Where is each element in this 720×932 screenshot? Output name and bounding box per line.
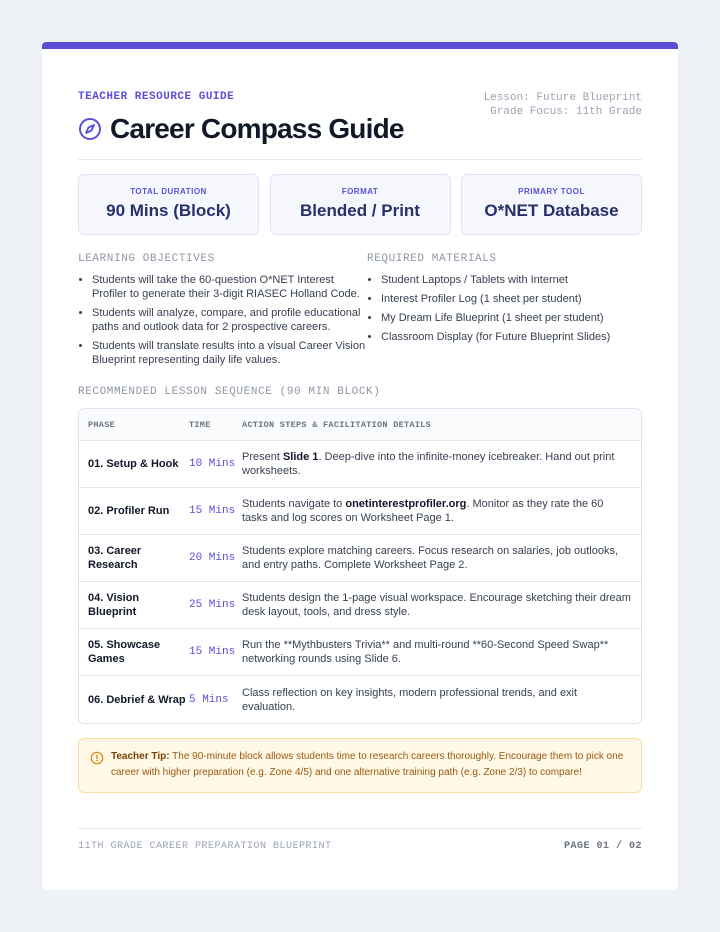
card-value: Blended / Print bbox=[300, 201, 420, 220]
compass-icon bbox=[78, 117, 102, 141]
action-bold: onetinterestprofiler.org bbox=[345, 498, 467, 510]
list-item: • Interest Profiler Log (1 sheet per student) bbox=[381, 292, 642, 306]
page-title: Career Compass Guide bbox=[110, 113, 404, 144]
required-materials bbox=[367, 253, 642, 372]
tip-body: The 90-minute block allows students time to research careers thoroughly. Encourage them to pick one career with higher preparation (e.g. Zone 4/5) and one alternative training path (e.g. Zone 2/3) to compare! bbox=[111, 751, 624, 778]
action-text-end: . Monitor as they rate the 60 tasks and log scores on Worksheet Page 1. bbox=[242, 498, 604, 524]
eyebrow-label: TEACHER RESOURCE GUIDE bbox=[78, 91, 235, 103]
action-cell bbox=[242, 544, 641, 572]
action-text: Class reflection on key insights, modern professional trends, and exit evaluation. bbox=[242, 686, 578, 713]
lesson-sequence-table bbox=[78, 408, 642, 724]
page-footer bbox=[78, 828, 642, 852]
action-text: Students navigate to bbox=[242, 498, 346, 510]
section-title: LEARNING OBJECTIVES bbox=[78, 253, 215, 265]
alert-circle-icon bbox=[90, 751, 104, 765]
card-primary-tool bbox=[461, 174, 642, 235]
list-item: • Classroom Display (for Future Blueprint Slides) bbox=[381, 330, 642, 344]
action-text: Present bbox=[242, 451, 283, 463]
action-cell bbox=[242, 497, 641, 525]
table-row bbox=[79, 582, 641, 629]
meta-lesson: Lesson: Future Blueprint bbox=[483, 92, 642, 104]
card-label: PRIMARY TOOL bbox=[518, 187, 585, 196]
header-time: TIME bbox=[189, 419, 211, 430]
card-format bbox=[270, 174, 451, 235]
action-text: Run the **Mythbusters Trivia** and multi-round **60-Second Speed Swap** networking rounds using Slide 6. bbox=[242, 639, 609, 665]
time-cell: 10 Mins bbox=[189, 458, 236, 470]
list-item: • My Dream Life Blueprint (1 sheet per student) bbox=[381, 311, 642, 325]
action-text: Students design the 1-page visual workspace. Encourage sketching their dream desk layout, tools, and dress style. bbox=[242, 592, 631, 618]
table-row bbox=[79, 488, 641, 535]
phase-cell: 02. Profiler Run bbox=[88, 505, 170, 517]
title-row bbox=[78, 113, 404, 145]
materials-list bbox=[367, 273, 642, 344]
phase-cell: 01. Setup & Hook bbox=[88, 458, 179, 470]
list-item: • Students will take the 60-question O*NET Interest Profiler to generate their 3-digit RIASEC Holland Code. bbox=[92, 273, 367, 301]
objectives-list bbox=[78, 273, 367, 367]
action-text-end: . Deep-dive into the infinite-money icebreaker. Hand out print worksheets. bbox=[242, 451, 615, 477]
action-cell bbox=[242, 450, 641, 478]
footer-title: 11TH GRADE CAREER PREPARATION BLUEPRINT bbox=[78, 841, 332, 852]
card-label: FORMAT bbox=[341, 187, 379, 196]
meta-grade: Grade Focus: 11th Grade bbox=[490, 106, 642, 118]
table-row bbox=[79, 629, 641, 676]
section-title: REQUIRED MATERIALS bbox=[367, 253, 497, 265]
lesson-meta bbox=[484, 91, 642, 119]
phase-cell: 04. Vision Blueprint bbox=[88, 592, 140, 618]
sequence-title: RECOMMENDED LESSON SEQUENCE (90 MIN BLOCK) bbox=[78, 386, 381, 398]
list-item: • Students will analyze, compare, and profile educational paths and outlook data for 2 prospective careers. bbox=[92, 306, 367, 334]
list-item: • Students will translate results into a visual Career Vision Blueprint representing daily life values. bbox=[92, 339, 367, 367]
time-cell: 20 Mins bbox=[189, 552, 236, 564]
table-row bbox=[79, 535, 641, 582]
time-cell: 5 Mins bbox=[189, 693, 229, 706]
phase-cell: 03. Career Research bbox=[88, 545, 142, 571]
action-cell bbox=[242, 686, 641, 714]
action-cell bbox=[242, 591, 641, 619]
teacher-tip bbox=[78, 738, 642, 793]
table-row bbox=[79, 441, 641, 488]
document-page bbox=[42, 42, 678, 890]
header-action: ACTION STEPS & FACILITATION DETAILS bbox=[242, 419, 432, 430]
tip-label: Teacher Tip: bbox=[111, 751, 170, 762]
table-header bbox=[79, 409, 641, 441]
top-accent-bar bbox=[42, 42, 678, 49]
phase-cell: 06. Debrief & Wrap bbox=[88, 693, 186, 706]
time-cell: 25 Mins bbox=[189, 599, 236, 611]
list-item: • Student Laptops / Tablets with Internet bbox=[381, 273, 642, 287]
time-cell: 15 Mins bbox=[189, 505, 236, 517]
time-cell: 15 Mins bbox=[189, 646, 236, 658]
page-header bbox=[78, 49, 642, 160]
card-duration bbox=[78, 174, 259, 235]
action-text: Students explore matching careers. Focus research on salaries, job outlooks, and entry paths. Complete Worksheet Page 2. bbox=[242, 545, 619, 571]
header-phase: PHASE bbox=[88, 419, 116, 430]
tip-text bbox=[111, 749, 627, 781]
objectives-materials bbox=[78, 253, 642, 372]
summary-cards bbox=[78, 174, 642, 235]
card-value: 90 Mins (Block) bbox=[106, 201, 231, 220]
page-number: PAGE 01 / 02 bbox=[563, 841, 642, 852]
table-row bbox=[79, 676, 641, 723]
phase-cell: 05. Showcase Games bbox=[88, 639, 161, 665]
action-cell bbox=[242, 638, 641, 666]
card-label: TOTAL DURATION bbox=[130, 187, 207, 196]
learning-objectives bbox=[78, 253, 367, 372]
card-value: O*NET Database bbox=[484, 201, 619, 220]
action-bold: Slide 1 bbox=[282, 451, 319, 463]
